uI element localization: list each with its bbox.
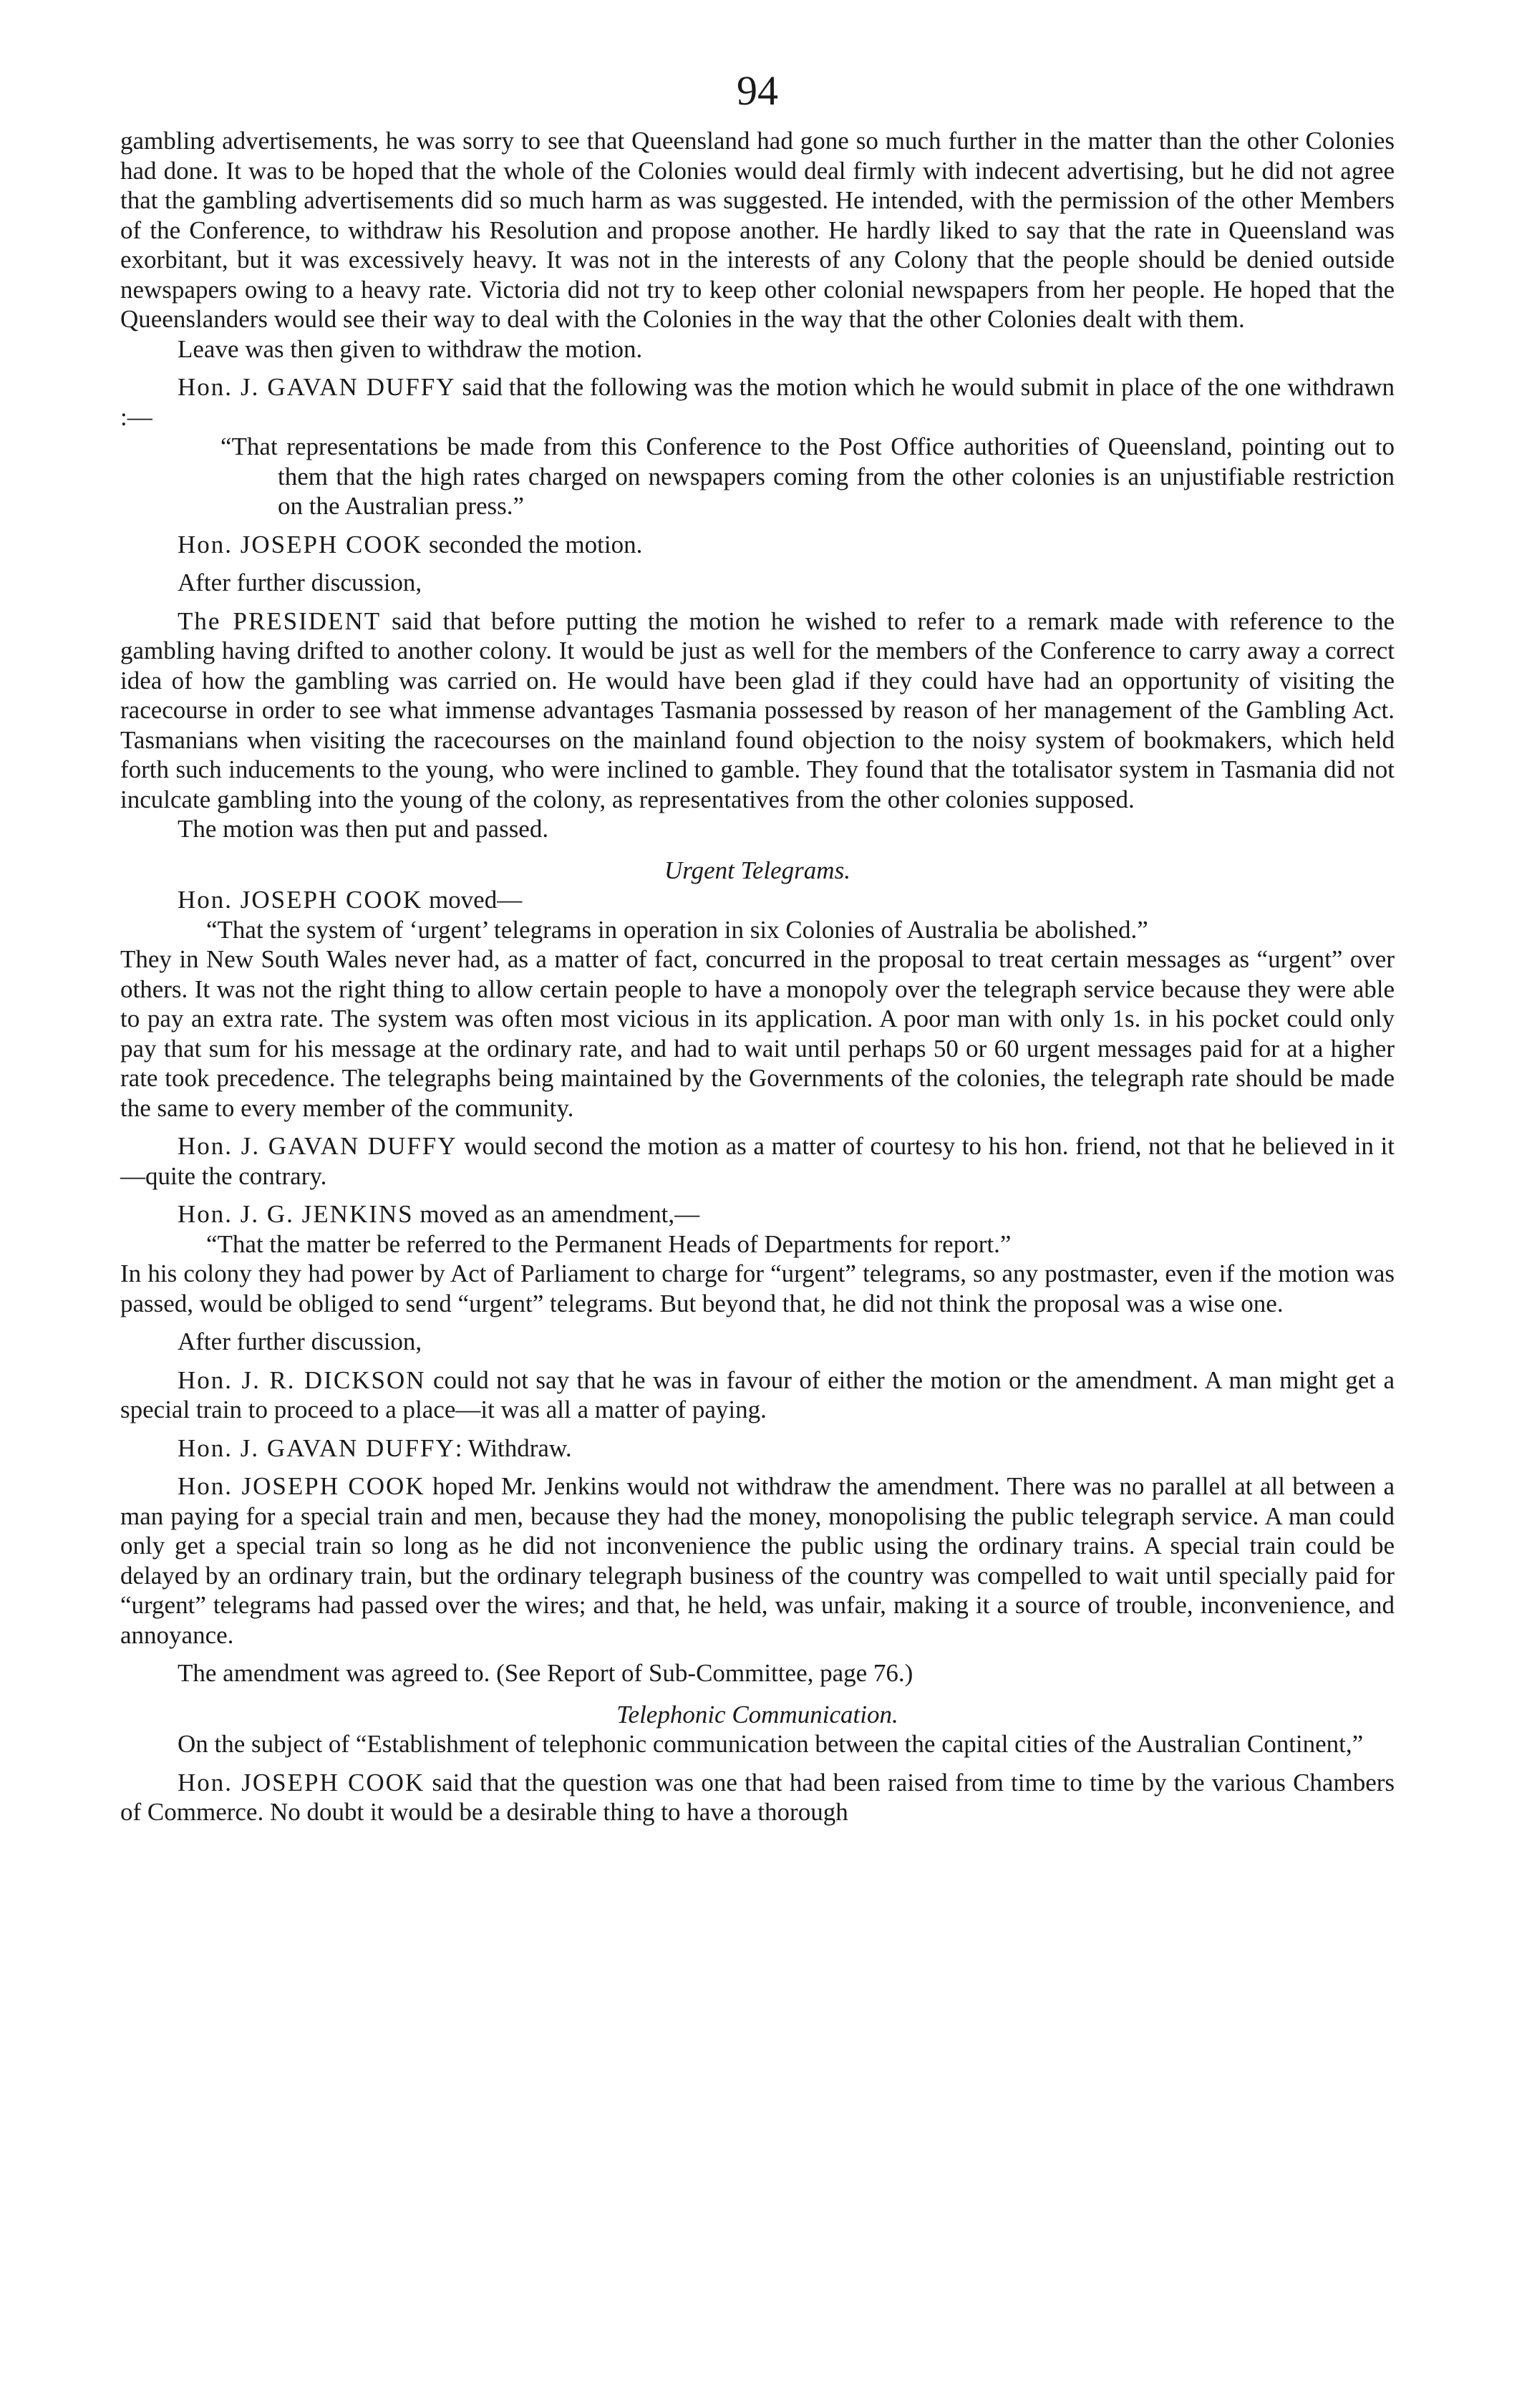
- paragraph: [120, 1433, 1395, 1464]
- paragraph: In his colony they had power by Act of Parliament to charge for “urgent” telegrams, so any postmaster, even if the motion was passed, would be obliged to send “urgent” telegrams. But beyond that, he did not think the proposal was a wise one.: [120, 1259, 1395, 1317]
- paragraph: The amendment was agreed to. (See Report of Sub-Committee, page 76.): [178, 1659, 913, 1687]
- paragraph-text: moved as an amendment,—: [413, 1200, 700, 1228]
- document-page: [120, 66, 1395, 1827]
- paragraph: [120, 1365, 1395, 1425]
- paragraph: After further discussion,: [178, 1328, 422, 1355]
- speaker-name: Hon. J. GAVAN DUFFY: [178, 373, 456, 401]
- paragraph: [120, 530, 1395, 560]
- section-heading: Urgent Telegrams.: [664, 856, 850, 884]
- quoted-motion: “That the system of ‘urgent’ telegrams in operation in six Colonies of Australia be abolished.”: [206, 915, 1148, 944]
- paragraph: After further discussion,: [178, 569, 422, 596]
- speaker-name: The PRESIDENT: [178, 606, 382, 635]
- paragraph: [120, 1131, 1395, 1191]
- paragraph-text: said that the following was the motion which he would submit in place of the one withdrawn :—: [120, 373, 1395, 431]
- speaker-name: Hon. JOSEPH COOK: [178, 1472, 425, 1500]
- paragraph: [120, 1768, 1395, 1827]
- paragraph-text: said that the question was one that had been raised from time to time by the various Chambers of Commerce. No doubt it would be a desirable thing to have a thorough: [120, 1768, 1395, 1826]
- paragraph: [120, 606, 1395, 815]
- paragraph-text: could not say that he was in favour of either the motion or the amendment. A man might get a special train to proceed to a place—it was all a matter of paying.: [120, 1365, 1395, 1423]
- paragraph: gambling advertisements, he was sorry to see that Queensland had gone so much further in the matter than the other Colonies had done. It was to be hoped that the whole of the Colonies would deal firmly with indecent advertising, but he did not agree that the gambling advertisements did so much harm as was suggested. He intended, with the permission of the other Members of the Conference, to withdraw his Resolution and propose another. He hardly liked to say that the rate in Queensland was exorbitant, but it was excessively heavy. It was not in the interests of any Colony that the people should be denied outside newspapers owing to a heavy rate. Victoria did not try to keep other colonial newspapers from her people. He hoped that the Queenslanders would see their way to deal with the Colonies in the way that the other Colonies dealt with them.: [120, 127, 1395, 333]
- speaker-name: Hon. J. GAVAN DUFFY: [178, 1433, 455, 1462]
- paragraph: [120, 372, 1395, 432]
- page-number: 94: [737, 67, 778, 114]
- paragraph-text: : Withdraw.: [455, 1433, 572, 1462]
- section-heading: Telephonic Communication.: [616, 1700, 898, 1728]
- speaker-name: Hon. JOSEPH COOK: [178, 1768, 425, 1797]
- speaker-name: Hon. J. G. JENKINS: [178, 1200, 414, 1228]
- paragraph-text: moved—: [422, 886, 523, 914]
- quoted-motion: “That representations be made from this Conference to the Post Office authorities of Queensland, pointing out to them that the high rates charged on newspapers coming from the other colonies is an unjustifiable restriction on the Australian press.”: [220, 432, 1395, 520]
- paragraph-text: seconded the motion.: [422, 530, 643, 559]
- paragraph: They in New South Wales never had, as a matter of fact, concurred in the proposal to treat certain messages as “urgent” over others. It was not the right thing to allow certain people to have a monopoly over the telegraph service because they were able to pay an extra rate. The system was often most vicious in its application. A poor man with only 1s. in his pocket could only pay that sum for his message at the ordinary rate, and had to wait until perhaps 50 or 60 urgent messages paid for at a higher rate took precedence. The telegraphs being maintained by the Governments of the colonies, the telegraph rate should be made the same to every member of the community.: [120, 945, 1395, 1122]
- paragraph: [120, 1471, 1395, 1650]
- speaker-name: Hon. J. R. DICKSON: [178, 1365, 426, 1394]
- speaker-name: Hon. JOSEPH COOK: [178, 886, 423, 914]
- paragraph: [120, 1199, 1395, 1229]
- speaker-name: Hon. JOSEPH COOK: [178, 530, 423, 559]
- quoted-amendment: “That the matter be referred to the Permanent Heads of Departments for report.”: [206, 1229, 1012, 1258]
- speaker-name: Hon. J. GAVAN DUFFY: [178, 1132, 457, 1160]
- paragraph: Leave was then given to withdraw the motion.: [178, 334, 643, 363]
- paragraph-text: would second the motion as a matter of courtesy to his hon. friend, not that he believed in it—quite the contrary.: [120, 1132, 1395, 1190]
- paragraph-text: said that before putting the motion he wished to refer to a remark made with reference to the gambling having drifted to another colony. It would be just as well for the members of the Conference to carry away a correct idea of how the gambling was carried on. He would have been glad if they could have had an opportunity of visiting the racecourse in order to see what immense advantages Tasmania possessed by reason of her management of the Gambling Act. Tasmanians when visiting the racecourses on the mainland found objection to the noisy system of bookmakers, which held forth such inducements to the young, who were inclined to gamble. They found that the totalisator system in Tasmania did not inculcate gambling into the young of the colony, as representatives from the other colonies supposed.: [120, 606, 1395, 813]
- paragraph: On the subject of “Establishment of telephonic communication between the capital cities of the Australian Continent,”: [178, 1730, 1364, 1758]
- paragraph-text: hoped Mr. Jenkins would not withdraw the amendment. There was no parallel at all between a man paying for a special train and men, because they had the money, monopolising the public telegraph service. A man could only get a special train so long as he did not inconvenience the public using the ordinary trains. A special train could be delayed by an ordinary train, but the ordinary telegraph business of the country was compelled to wait until specially paid for “urgent” telegrams had passed over the wires; and that, he held, was unfair, making it a source of trouble, inconvenience, and annoyance.: [120, 1472, 1395, 1649]
- paragraph: The motion was then put and passed.: [178, 815, 549, 843]
- paragraph: [120, 885, 1395, 915]
